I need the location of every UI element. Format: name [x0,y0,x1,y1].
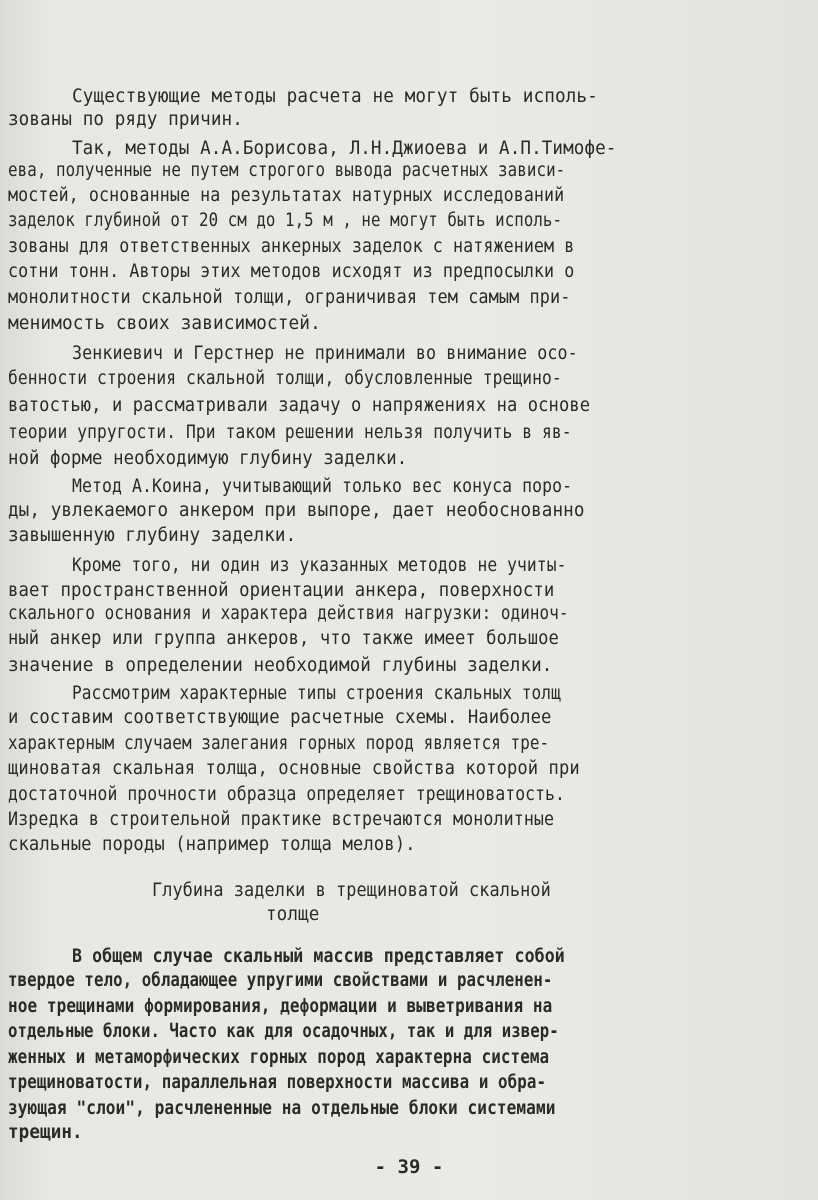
text-line: и составим соответствующие расчетные схемы. Наиболее [8,707,552,728]
text-line: достаточной прочности образца определяет трещиноватость. [8,784,565,805]
text-line: Существующие методы расчета не могут быть исполь- [72,86,598,107]
page-number: - 39 - [374,1156,444,1178]
text-line: ева, полученные не путем строгого вывода расчетных зависи- [8,160,566,181]
text-line: ное трещинами формирования, деформации и выветривания на [8,996,553,1017]
text-line: теории упругости. При таком решении нельзя получить в яв- [8,422,572,443]
text-line: отдельные блоки. Часто как для осадочных, так и для извер- [8,1021,559,1042]
text-line: скального основания и характера действия нагрузки: одиноч- [8,603,569,624]
text-line: твердое тело, обладающее упругими свойствами и расчленен- [8,970,553,991]
text-line: В общем случае скальный массив представляет собой [72,946,565,967]
text-line: зованы для ответственных анкерных заделок с натяжением в [8,236,575,257]
text-line: Метод А.Коина, учитывающий только вес конуса поро- [72,476,573,497]
text-line: Кроме того, ни один из указанных методов не учиты- [72,555,567,576]
text-line: Так, методы А.А.Борисова, Л.Н.Джиоева и А.П.Тимофе- [72,138,617,159]
text-line: менимость своих зависимостей. [8,313,321,334]
text-line: ватостью, и рассматривали задачу о напряжениях на основе [8,395,591,416]
text-line: характерным случаем залегания горных пород является тре- [8,733,550,754]
text-line: женных и метаморфических горных пород характерна система [8,1047,550,1068]
text-line: ды, увлекаемого анкером при выпоре, дает необоснованно [8,500,585,521]
text-line: завышенную глубину заделки. [8,525,297,546]
text-line: скальные породы (например толща мелов). [8,834,416,855]
text-line: зованы по ряду причин. [8,109,243,130]
text-line: заделок глубиной от 20 см до 1,5 м , не могут быть исполь- [8,210,563,231]
text-line: Изредка в строительной практике встречаются монолитные [8,809,555,830]
text-line: трещин. [8,1122,83,1143]
text-line: бенности строения скальной толщи, обусловленные трещино- [8,368,562,389]
text-line: ной форме необходимую глубину заделки. [8,448,408,469]
text-line: мостей, основанные на результатах натурных исследований [8,185,565,206]
text-line: монолитности скальной толщи, ограничивая тем самым при- [8,287,571,308]
text-line: Зенкиевич и Герстнер не принимали во внимание осо- [72,343,578,364]
text-line: Рассмотрим характерные типы строения скальных толщ [72,683,561,704]
heading-line-2: толще [266,904,320,925]
text-line: ный анкер или группа анкеров, что также имеет большое [8,628,559,649]
text-line: трещиноватости, параллельная поверхности массива и обра- [8,1072,547,1093]
text-line: вает пространственной ориентации анкера, поверхности [8,580,555,601]
text-line: значение в определении необходимой глубины заделки. [8,655,553,676]
text-line: зующая "слои", расчлененные на отдельные блоки системами [8,1098,556,1119]
text-line: сотни тонн. Авторы этих методов исходят из предпосылки о [8,261,575,282]
heading-line-1: Глубина заделки в трещиноватой скальной [152,880,551,901]
text-line: щиноватая скальная толща, основные свойства которой при [8,758,580,779]
